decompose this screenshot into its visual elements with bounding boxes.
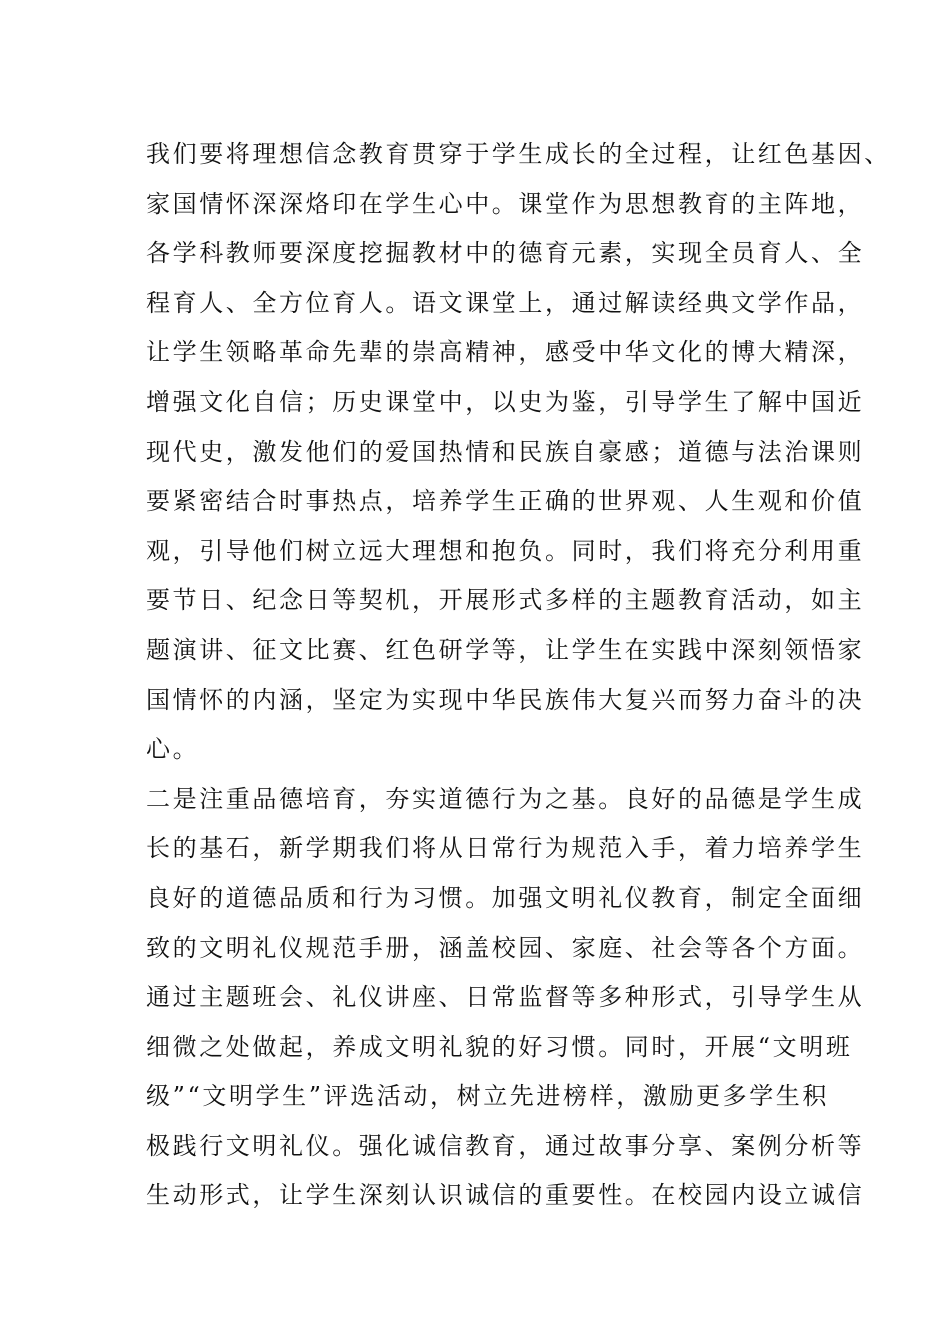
text-line: 通过主题班会、礼仪讲座、日常监督等多种形式，引导学生从 [146, 983, 865, 1012]
text-line: 二是注重品德培育，夯实道德行为之基。良好的品德是学生成 [146, 784, 865, 813]
text-line: 致的文明礼仪规范手册，涵盖校园、家庭、社会等各个方面。 [146, 933, 865, 962]
text-line: 程育人、全方位育人。语文课堂上，通过解读经典文学作品， [146, 288, 865, 317]
text-line: 级”“文明学生”评选活动，树立先进榜样，激励更多学生积 [146, 1082, 830, 1111]
text-line: 家国情怀深深烙印在学生心中。课堂作为思想教育的主阵地， [146, 189, 865, 218]
text-line: 观，引导他们树立远大理想和抱负。同时，我们将充分利用重 [146, 536, 865, 565]
text-line: 要紧密结合时事热点，培养学生正确的世界观、人生观和价值 [146, 487, 865, 516]
text-line: 国情怀的内涵，坚定为实现中华民族伟大复兴而努力奋斗的决 [146, 685, 865, 714]
text-line: 极践行文明礼仪。强化诚信教育，通过故事分享、案例分析等 [146, 1131, 865, 1160]
text-line: 我们要将理想信念教育贯穿于学生成长的全过程，让红色基因、 [146, 140, 891, 168]
text-line: 细微之处做起，养成文明礼貌的好习惯。同时，开展“文明班 [146, 1032, 853, 1061]
text-line: 题演讲、征文比赛、红色研学等，让学生在实践中深刻领悟家 [146, 635, 865, 664]
text-line: 现代史，激发他们的爱国热情和民族自豪感；道德与法治课则 [146, 437, 865, 466]
text-line: 长的基石，新学期我们将从日常行为规范入手，着力培养学生 [146, 834, 865, 863]
text-line: 要节日、纪念日等契机，开展形式多样的主题教育活动，如主 [146, 586, 865, 615]
text-line: 良好的道德品质和行为习惯。加强文明礼仪教育，制定全面细 [146, 883, 865, 912]
body-text [146, 130, 891, 1221]
text-line: 增强文化自信；历史课堂中，以史为鉴，引导学生了解中国近 [146, 387, 865, 416]
text-line: 生动形式，让学生深刻认识诚信的重要性。在校园内设立诚信 [146, 1181, 865, 1210]
text-line: 让学生领略革命先辈的崇高精神，感受中华文化的博大精深， [146, 338, 865, 367]
text-line: 心。 [146, 735, 200, 764]
text-line: 各学科教师要深度挖掘教材中的德育元素，实现全员育人、全 [146, 239, 865, 268]
